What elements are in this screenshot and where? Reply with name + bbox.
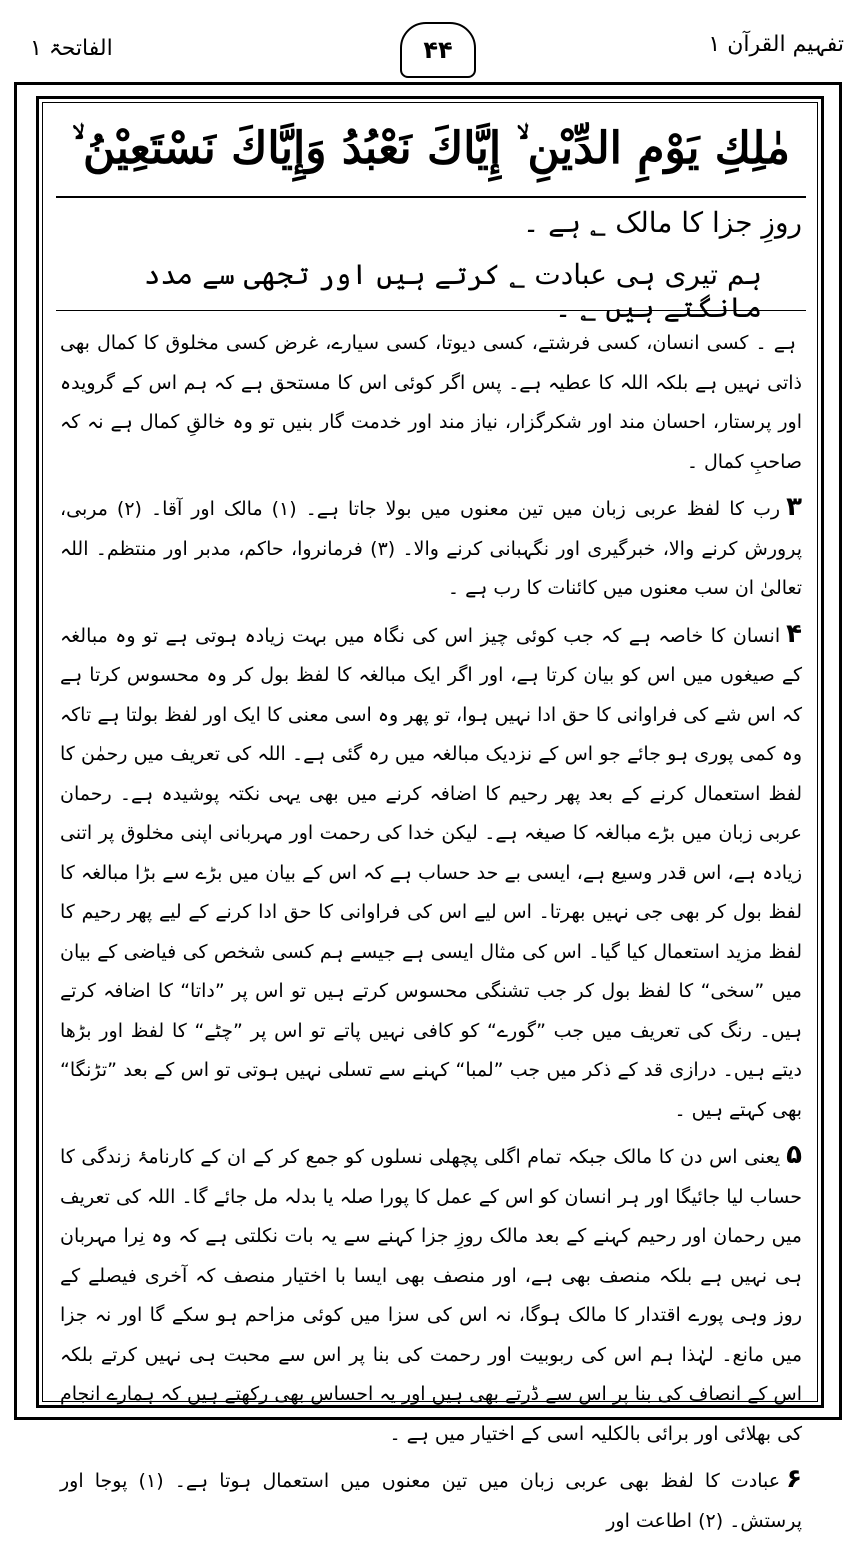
footnote-marker: ۶: [786, 1464, 802, 1494]
commentary: [60, 322, 802, 1547]
commentary-paragraph: [60, 615, 802, 1131]
translation-line-2: ہم تیری ہی عبادت ؂ کرتے ہیں اور تجھی سے مدد مانگتے ہیں ؂ ۔: [143, 258, 762, 324]
commentary-paragraph: [60, 1460, 802, 1541]
commentary-paragraph: [60, 488, 802, 609]
translation-line-1: روزِ جزا کا مالک ؂ ہے ۔: [522, 206, 802, 239]
page-number: ۴۴: [400, 22, 476, 78]
page-header: [0, 18, 862, 78]
footnote-marker: ۵: [786, 1140, 802, 1170]
footnote-text: عبادت کا لفظ بھی عربی زبان میں تین معنوں میں استعمال ہوتا ہے۔ (۱) پوجا اور پرستش۔ (۲) اطاعت اور: [60, 1470, 802, 1532]
verse-divider: [56, 196, 806, 198]
footnote-text: ہے ۔ کسی انسان، کسی فرشتے، کسی دیوتا، کسی سیارے، غرض کسی مخلوق کا کمال بھی ذاتی نہیں ہے بلکہ اللہ کا عطیہ ہے۔ پس اگر کوئی اس کا مستحق ہے کہ ہم اس کے گرویدہ اور پرستار، احسان مند اور شکرگزار، نیاز مند اور خدمت گار بنیں تو وہ خالقِ کمال ہے نہ کہ صاحبِ کمال ۔: [60, 332, 802, 473]
footnote-text: رب کا لفظ عربی زبان میں تین معنوں میں بولا جاتا ہے۔ (۱) مالک اور آقا۔ (۲) مربی، پرورش کرنے والا، خبرگیری اور نگہبانی کرنے والا۔ (۳) فرمانروا، حاکم، مدبر اور منتظم۔ اللہ تعالیٰ ان سب معنوں میں کائنات کا رب ہے ۔: [60, 498, 802, 599]
footnote-marker: ۴: [786, 618, 802, 649]
book-title: تفہیم القرآن ۱: [708, 32, 844, 57]
surah-name: الفاتحۃ ۱: [30, 36, 113, 61]
commentary-paragraph: [60, 1136, 802, 1454]
footnote-text: انسان کا خاصہ ہے کہ جب کوئی چیز اس کی نگاہ میں بہت زیادہ ہوتی ہے تو وہ مبالغہ کے صیغوں میں اس کو بیان کرتا ہے، اور اگر ایک مبالغہ کا لفظ بول کر وہ محسوس کرتا ہے کہ اس شے کی فراوانی کا حق ادا نہیں ہوا، تو پھر وہ اسی معنی کا ایک اور لفظ بولتا ہے تاکہ وہ کمی پوری ہو جائے جو اس کے نزدیک مبالغہ میں رہ گئی ہے۔ اللہ کی تعریف میں رحمٰن کا لفظ استعمال کرنے کے بعد پھر رحیم کا اضافہ کرنے میں بھی یہی نکتہ پوشیدہ ہے۔ رحمان عربی زبان میں بڑے مبالغہ کا صیغہ ہے۔ لیکن خدا کی رحمت اور مہربانی اپنی مخلوق پر اتنی زیادہ ہے، اس قدر وسیع ہے، ایسی بے حد حساب ہے کہ اس کے بیان میں بڑے سے بڑا مبالغہ کا لفظ بول کر بھی جی نہیں بھرتا۔ اس لیے اس کی فراوانی کا حق ادا کرنے کے لیے پھر رحیم کا لفظ مزید استعمال کیا گیا۔ اس کی مثال ایسی ہے جیسے ہم کسی شخص کی فیاضی کے بیان میں ”سخی“ کا لفظ بول کر جب تشنگی محسوس کرتے ہیں تو اس پر ”داتا“ کا اضافہ کرتے ہیں۔ رنگ کی تعریف میں جب ”گورے“ کو کافی نہیں پاتے تو اس پر ”چٹے“ کا لفظ اور بڑھا دیتے ہیں۔ درازی قد کے ذکر میں جب ”لمبا“ کہنے سے تسلی نہیں ہوتی تو اس کے بعد ”تڑنگا“ بھی کہتے ہیں ۔: [60, 624, 802, 1121]
translation-divider: [56, 310, 806, 311]
commentary-paragraph: [60, 322, 802, 482]
arabic-verse: مٰلِكِ يَوْمِ الدِّيْنِ ۙ إِيَّاكَ نَعْبُدُ وَإِيَّاكَ نَسْتَعِيْنُ ۙ: [72, 123, 790, 174]
footnote-marker: ۳: [786, 492, 802, 522]
footnote-text: یعنی اس دن کا مالک جبکہ تمام اگلی پچھلی نسلوں کو جمع کر کے ان کے کارنامۂ زندگی کا حساب لیا جائیگا اور ہر انسان کو اس کے عمل کا پورا صلہ یا بدلہ مل جائے گا۔ اللہ کی تعریف میں رحمان اور رحیم کہنے کے بعد مالک روزِ جزا کہنے سے یہ بات نکلتی ہے کہ وہ نِرا مہربان ہی نہیں ہے بلکہ منصف بھی ہے، اور منصف بھی ایسا با اختیار منصف کہ آخری فیصلے کے روز وہی پورے اقتدار کا مالک ہوگا، نہ اس کی سزا میں کوئی مزاحم ہو سکے گا اور نہ جزا میں مانع۔ لہٰذا ہم اس کی ربوبیت اور رحمت کی بنا پر اس سے محبت ہی نہیں کرتے بلکہ اس کے انصاف کی بنا پر اس سے ڈرتے بھی ہیں اور یہ احساس بھی رکھتے ہیں کہ ہمارے انجام کی بھلائی اور برائی بالکلیہ اسی کے اختیار میں ہے ۔: [60, 1146, 802, 1445]
